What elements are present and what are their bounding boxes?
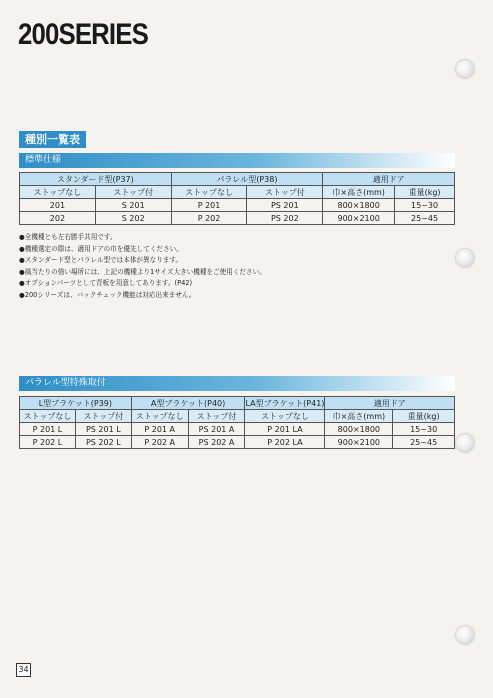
table-cell: P 202 L: [20, 436, 76, 449]
group-door: 適用ドア: [325, 397, 455, 410]
table-column-header: [20, 410, 455, 423]
table-cell: P 201 LA: [245, 423, 325, 436]
table-cell: PS 201 L: [75, 423, 131, 436]
standard-spec-heading: 標準仕様: [19, 153, 455, 168]
note-item: ●全機種とも左右勝手共用です。: [19, 233, 117, 241]
table-cell: P 202 A: [131, 436, 188, 449]
notes-list: [19, 232, 266, 302]
table-cell: 15~30: [395, 199, 455, 212]
table-cell: 900×2100: [325, 436, 393, 449]
table-cell: 900×2100: [323, 212, 395, 225]
column-header: 巾×高さ(mm): [325, 410, 393, 423]
column-header: ストップなし: [171, 186, 247, 199]
column-header: ストップ付: [95, 186, 171, 199]
table-row: [20, 436, 455, 449]
parallel-special-heading: パラレル型特殊取付: [19, 376, 455, 391]
table-cell: PS 202 L: [75, 436, 131, 449]
column-header: 重量(kg): [395, 186, 455, 199]
table-cell: 25~45: [393, 436, 455, 449]
table-group-header: [20, 397, 455, 410]
table-cell: P 201 A: [131, 423, 188, 436]
column-header: ストップなし: [20, 186, 96, 199]
table-cell: 800×1800: [325, 423, 393, 436]
column-header: ストップなし: [131, 410, 188, 423]
binder-hole: [456, 249, 474, 267]
table-row: [20, 423, 455, 436]
table-cell: 800×1800: [323, 199, 395, 212]
column-header: ストップなし: [20, 410, 76, 423]
table-cell: PS 202: [247, 212, 323, 225]
page-title: 200SERIES: [18, 18, 148, 51]
table-row: [20, 199, 455, 212]
column-header: ストップ付: [247, 186, 323, 199]
section-title: 種別一覧表: [19, 131, 86, 148]
table-cell: S 201: [95, 199, 171, 212]
column-header: ストップなし: [245, 410, 325, 423]
note-item: ●200シリーズは、バックチェック機能は対応出来ません。: [19, 290, 196, 299]
table-cell: 25~45: [395, 212, 455, 225]
binder-hole: [456, 434, 474, 452]
group-standard: スタンダード型(P37): [20, 173, 172, 186]
table-cell: P 202: [171, 212, 247, 225]
table-cell: P 202 LA: [245, 436, 325, 449]
table-group-header: [20, 173, 455, 186]
table-cell: 202: [20, 212, 96, 225]
binder-hole: [456, 60, 474, 78]
table-cell: PS 201: [247, 199, 323, 212]
column-header: 重量(kg): [393, 410, 455, 423]
table-cell: PS 202 A: [188, 436, 245, 449]
binder-hole: [456, 626, 474, 644]
group-la-bracket: LA型ブラケット(P41): [245, 398, 325, 408]
parallel-bracket-table: [19, 396, 455, 449]
table-cell: P 201 L: [20, 423, 76, 436]
note-item: ●風当たりの強い場所には、上記の機種より1サイズ大きい機種をご使用ください。: [19, 267, 266, 276]
group-l-bracket: L型ブラケット(P39): [20, 397, 132, 410]
table-cell: 15~30: [393, 423, 455, 436]
column-header: 巾×高さ(mm): [323, 186, 395, 199]
table-cell: P 201: [171, 199, 247, 212]
table-cell: 201: [20, 199, 96, 212]
column-header: ストップ付: [75, 410, 131, 423]
note-item: ●オプションパーツとして背板を用意してあります。(P42): [19, 279, 193, 288]
table-cell: S 202: [95, 212, 171, 225]
page-number: 34: [16, 663, 31, 677]
table-cell: PS 201 A: [188, 423, 245, 436]
group-door: 適用ドア: [323, 173, 455, 186]
group-a-bracket: A型ブラケット(P40): [131, 397, 245, 410]
note-item: ●スタンダード型とパラレル型では本体が異なります。: [19, 256, 183, 265]
standard-spec-table: [19, 172, 455, 225]
table-row: [20, 212, 455, 225]
table-column-header: [20, 186, 455, 199]
column-header: ストップ付: [188, 410, 245, 423]
note-item: ●機種選定の際は、適用ドアの巾を優先してください。: [19, 244, 183, 253]
group-parallel: パラレル型(P38): [171, 173, 323, 186]
